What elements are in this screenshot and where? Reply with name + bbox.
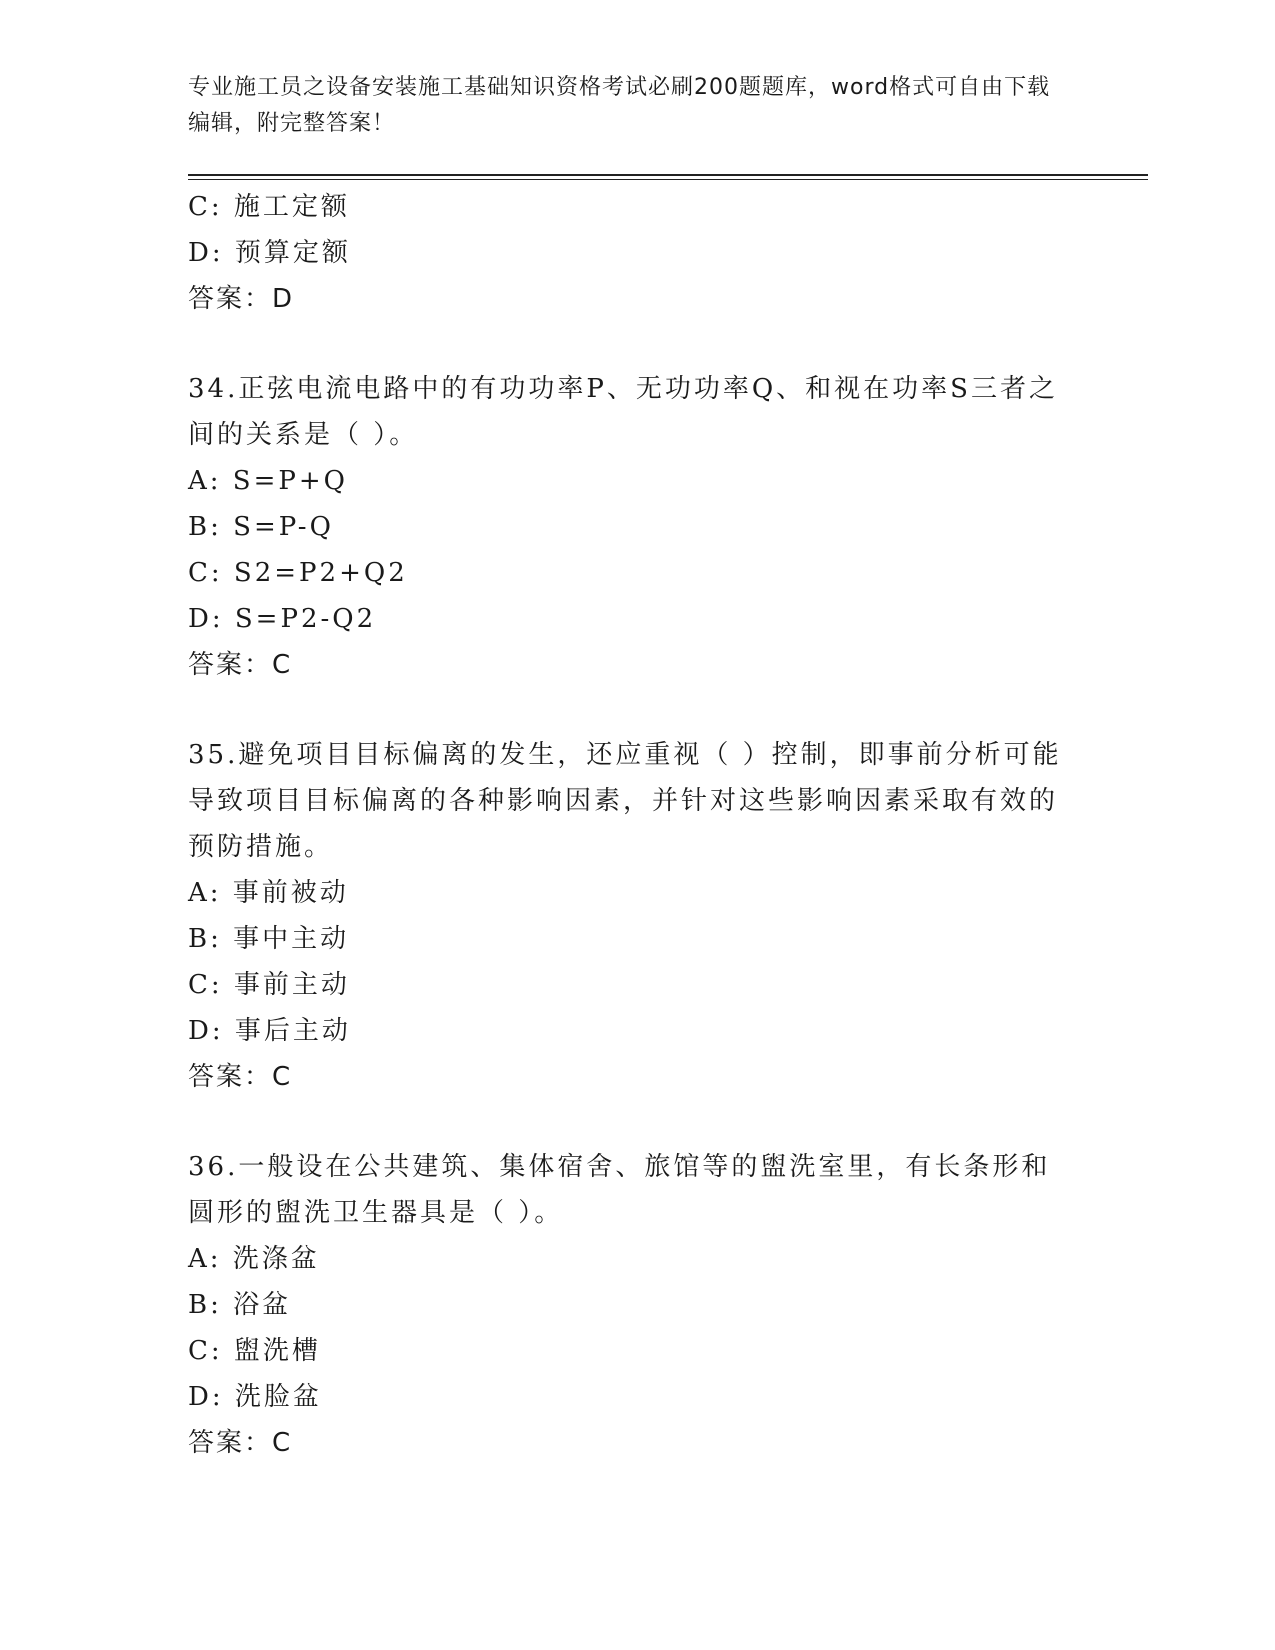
option-a: A: 洗涤盆 xyxy=(188,1244,320,1274)
question-content xyxy=(188,184,1148,1466)
question-title: 34.正弦电流电路中的有功功率P、无功功率Q、和视在功率S三者之间的关系是（ ）。 xyxy=(188,374,1058,450)
option-d: D: 洗脸盆 xyxy=(188,1382,322,1412)
option-d: D: 事后主动 xyxy=(188,1016,351,1046)
header-divider xyxy=(188,174,1148,176)
document-page xyxy=(188,70,1148,1466)
option-b: B: S=P-Q xyxy=(188,512,334,542)
answer-text: 答案：D xyxy=(188,284,295,314)
question-title: 35.避免项目目标偏离的发生，还应重视（ ）控制，即事前分析可能导致项目目标偏离的各种影响因素，并针对这些影响因素采取有效的预防措施。 xyxy=(188,740,1062,862)
option-c: C: 施工定额 xyxy=(188,192,350,222)
question-title: 36.一般设在公共建筑、集体宿舍、旅馆等的盥洗室里，有长条形和圆形的盥洗卫生器具是（ ）。 xyxy=(188,1152,1051,1228)
option-b: B: 浴盆 xyxy=(188,1290,292,1320)
option-d: D: 预算定额 xyxy=(188,238,351,268)
question-36 xyxy=(188,1144,1148,1466)
option-d: D: S=P2-Q2 xyxy=(188,604,377,634)
answer-text: 答案：C xyxy=(188,1062,293,1092)
question-34 xyxy=(188,366,1148,688)
question-35 xyxy=(188,732,1148,1100)
answer-text: 答案：C xyxy=(188,1428,293,1458)
previous-question-tail xyxy=(188,184,1148,322)
option-a: A: S=P+Q xyxy=(188,466,348,496)
answer-text: 答案：C xyxy=(188,650,293,680)
option-c: C: S2=P2+Q2 xyxy=(188,558,408,588)
option-a: A: 事前被动 xyxy=(188,878,349,908)
option-b: B: 事中主动 xyxy=(188,924,350,954)
option-c: C: 盥洗槽 xyxy=(188,1336,321,1366)
document-header: 专业施工员之设备安装施工基础知识资格考试必刷200题题库，word格式可自由下载编辑，附完整答案！ xyxy=(188,75,1051,136)
option-c: C: 事前主动 xyxy=(188,970,350,1000)
